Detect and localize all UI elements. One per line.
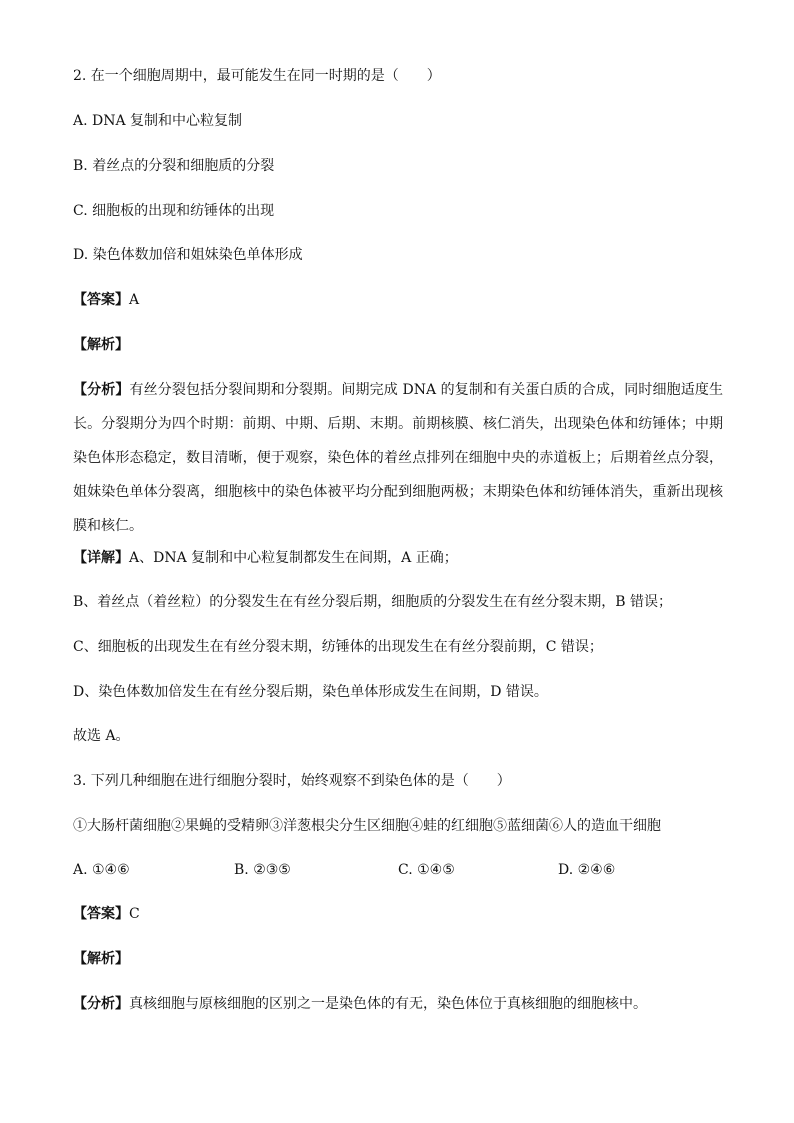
q3-analysis-heading: 【解析】 [73,951,129,967]
q3-option-a: A. ①④⑥ [73,862,130,878]
q3-option-b: B. ②③⑤ [234,862,291,878]
q2-fenxi-paragraph [73,373,723,543]
q3-option-c: C. ①④⑤ [398,862,455,878]
fenxi-tag: 【分析】 [73,996,129,1012]
answer-tag: 【答案】 [73,292,129,308]
fenxi-tag: 【分析】 [73,382,130,398]
xiangjie-text-a: A、DNA 复制和中心粒复制都发生在间期，A 正确； [129,550,458,566]
q2-xiangjie-line-d: D、染色体数加倍发生在有丝分裂后期，染色单体形成发生在间期，D 错误。 [73,684,548,700]
q2-option-d: D. 染色体数加倍和姐妹染色单体形成 [73,247,303,263]
q2-analysis-heading: 【解析】 [73,337,129,353]
answer-value: C [129,906,140,922]
q2-option-b: B. 着丝点的分裂和细胞质的分裂 [73,158,275,174]
q3-fenxi-line [73,994,733,1014]
q2-option-c: C. 细胞板的出现和纺锤体的出现 [73,203,275,219]
fenxi-text: 真核细胞与原核细胞的区别之一是染色体的有无，染色体位于真核细胞的细胞核中。 [129,996,647,1012]
xiangjie-tag: 【详解】 [73,550,129,566]
q3-stem: 3. 下列几种细胞在进行细胞分裂时，始终观察不到染色体的是（ ） [73,773,511,789]
q2-conclusion: 故选 A。 [73,728,130,744]
fenxi-text: 有丝分裂包括分裂间期和分裂期。间期完成 DNA 的复制和有关蛋白质的合成，同时细胞适度生长。分裂期分为四个时期：前期、中期、后期、末期。前期核膜、核仁消失，出现染色体和纺锤体；中期染色体形态稳定，数目清晰，便于观察，染色体的着丝点排列在细胞中央的赤道板上；后期着丝点分裂，姐妹染色单体分裂离，细胞核中的染色体被平均分配到细胞两极；末期染色体和纺锤体消失，重新出现核膜和核仁。 [73,382,724,534]
q3-option-d: D. ②④⑥ [558,862,616,878]
q3-answer [73,904,733,924]
q3-items: ①大肠杆菌细胞②果蝇的受精卵③洋葱根尖分生区细胞④蛙的红细胞⑤蓝细菌⑥人的造血干细胞 [73,818,661,834]
answer-tag: 【答案】 [73,906,129,922]
q2-xiangjie-line-b: B、着丝点（着丝粒）的分裂发生在有丝分裂后期，细胞质的分裂发生在有丝分裂末期，B 错误； [73,594,673,610]
q2-option-a: A. DNA 复制和中心粒复制 [73,113,243,129]
q2-xiangjie-line-a [73,548,733,568]
q2-stem: 2. 在一个细胞周期中，最可能发生在同一时期的是（ ） [73,68,441,84]
q2-xiangjie-line-c: C、细胞板的出现发生在有丝分裂末期，纺锤体的出现发生在有丝分裂前期，C 错误； [73,639,603,655]
answer-value: A [129,292,140,308]
q2-answer [73,290,733,310]
